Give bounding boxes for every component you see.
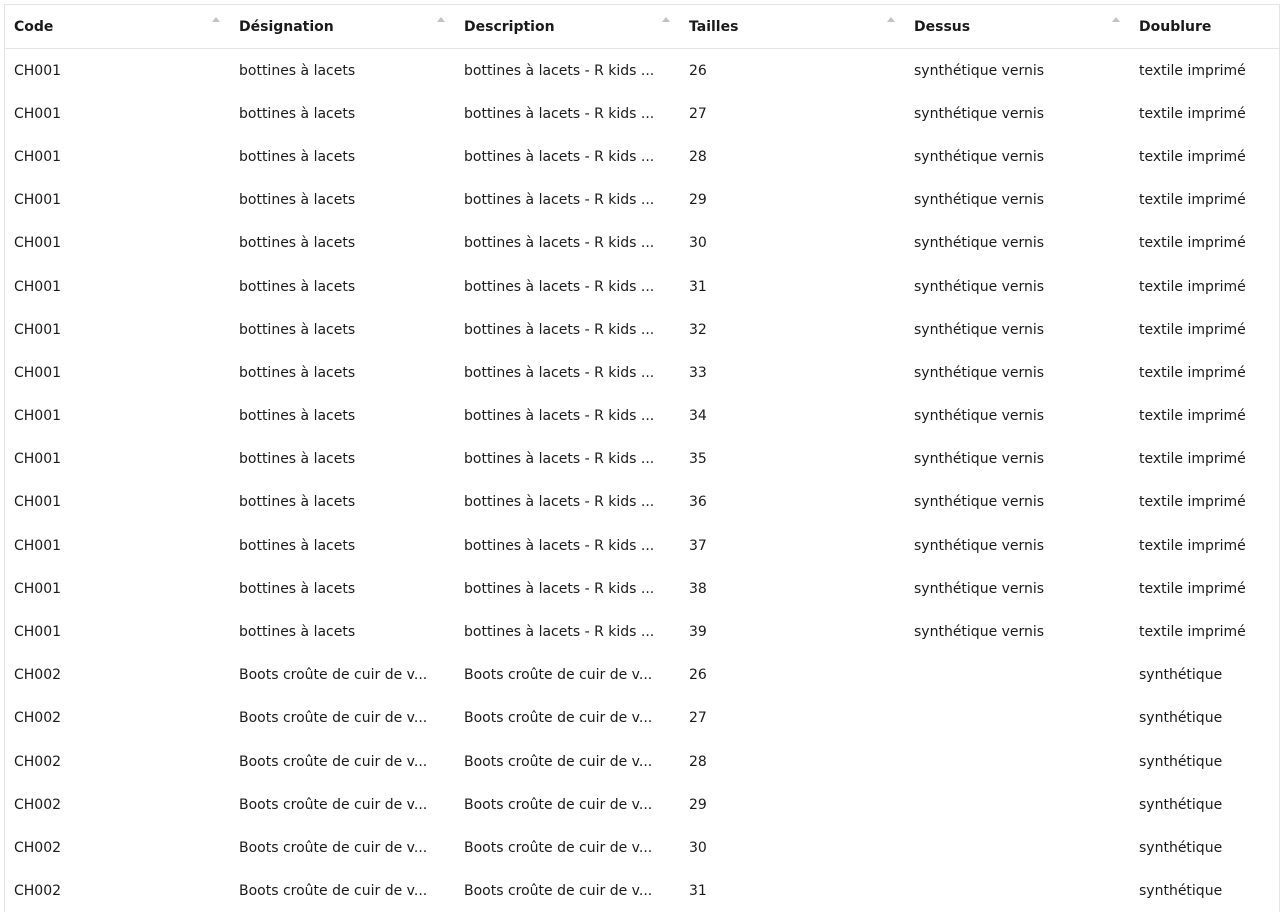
cell-tailles[interactable]: 38: [689, 580, 707, 597]
cell-designation[interactable]: Boots croûte de cuir de v...: [239, 796, 428, 813]
cell-code[interactable]: CH001: [14, 321, 62, 338]
cell-designation[interactable]: bottines à lacets: [239, 235, 356, 252]
sort-ascending-icon[interactable]: [212, 17, 220, 22]
table-row[interactable]: [5, 783, 1280, 826]
cell-tailles[interactable]: 27: [689, 105, 707, 122]
table-row[interactable]: [5, 265, 1280, 308]
cell-code[interactable]: CH001: [14, 494, 62, 511]
cell-tailles[interactable]: 39: [689, 624, 707, 641]
cell-dessus[interactable]: synthétique vernis: [914, 105, 1045, 122]
column-header-label: Doublure: [1139, 18, 1212, 35]
cell-code[interactable]: CH001: [14, 624, 62, 641]
cell-tailles[interactable]: 26: [689, 667, 707, 684]
cell-dessus[interactable]: synthétique vernis: [914, 537, 1045, 554]
sort-ascending-icon[interactable]: [662, 17, 670, 22]
cell-tailles[interactable]: 32: [689, 321, 707, 338]
cell-description[interactable]: bottines à lacets - R kids ...: [464, 62, 655, 79]
sort-ascending-icon[interactable]: [437, 17, 445, 22]
cell-description[interactable]: bottines à lacets - R kids ...: [464, 580, 655, 597]
table-row[interactable]: [5, 49, 1280, 93]
cell-code[interactable]: CH001: [14, 451, 62, 468]
cell-code[interactable]: CH002: [14, 753, 62, 770]
column-header-code[interactable]: [5, 5, 230, 49]
cell-dessus[interactable]: synthétique vernis: [914, 278, 1045, 295]
cell-doublure[interactable]: textile imprimé: [1139, 278, 1246, 295]
cell-doublure[interactable]: synthétique: [1139, 883, 1223, 900]
cell-dessus[interactable]: synthétique vernis: [914, 364, 1045, 381]
cell-dessus[interactable]: synthétique vernis: [914, 148, 1045, 165]
table-row[interactable]: [5, 697, 1280, 740]
cell-tailles[interactable]: 28: [689, 148, 707, 165]
cell-doublure[interactable]: textile imprimé: [1139, 364, 1246, 381]
cell-description[interactable]: bottines à lacets - R kids ...: [464, 105, 655, 122]
cell-tailles[interactable]: 31: [689, 278, 707, 295]
table-row[interactable]: [5, 438, 1280, 481]
cell-tailles[interactable]: 36: [689, 494, 707, 511]
cell-tailles[interactable]: 34: [689, 408, 707, 425]
cell-code[interactable]: CH001: [14, 580, 62, 597]
cell-doublure[interactable]: synthétique: [1139, 796, 1223, 813]
table-row[interactable]: [5, 740, 1280, 783]
cell-designation[interactable]: Boots croûte de cuir de v...: [239, 667, 428, 684]
cell-doublure[interactable]: textile imprimé: [1139, 451, 1246, 468]
cell-tailles[interactable]: 30: [689, 235, 707, 252]
sort-ascending-icon[interactable]: [887, 17, 895, 22]
cell-dessus[interactable]: [905, 697, 1130, 740]
cell-code[interactable]: CH001: [14, 408, 62, 425]
cell-doublure[interactable]: textile imprimé: [1139, 624, 1246, 641]
column-header-label: Description: [464, 18, 555, 35]
cell-designation[interactable]: bottines à lacets: [239, 408, 356, 425]
sort-ascending-icon[interactable]: [1112, 17, 1120, 22]
cell-doublure[interactable]: textile imprimé: [1139, 408, 1246, 425]
table-row[interactable]: [5, 135, 1280, 178]
column-header-description[interactable]: [455, 5, 680, 49]
table-row[interactable]: [5, 481, 1280, 524]
column-header-tailles[interactable]: [680, 5, 905, 49]
table-row[interactable]: [5, 395, 1280, 438]
cell-designation[interactable]: bottines à lacets: [239, 105, 356, 122]
table-row[interactable]: [5, 826, 1280, 869]
cell-code[interactable]: CH001: [14, 62, 62, 79]
cell-code[interactable]: CH001: [14, 148, 62, 165]
table-row[interactable]: [5, 654, 1280, 697]
cell-dessus[interactable]: synthétique vernis: [914, 192, 1045, 209]
cell-designation[interactable]: bottines à lacets: [239, 62, 356, 79]
column-header-doublure[interactable]: [1130, 5, 1280, 49]
cell-designation[interactable]: Boots croûte de cuir de v...: [239, 883, 428, 900]
cell-doublure[interactable]: textile imprimé: [1139, 537, 1246, 554]
cell-doublure[interactable]: synthétique: [1139, 839, 1223, 856]
cell-dessus[interactable]: synthétique vernis: [914, 62, 1045, 79]
cell-dessus[interactable]: [905, 870, 1130, 912]
table-row[interactable]: [5, 524, 1280, 567]
table-body: [5, 49, 1280, 912]
cell-tailles[interactable]: 35: [689, 451, 707, 468]
cell-doublure[interactable]: synthétique: [1139, 710, 1223, 727]
table-row[interactable]: [5, 610, 1280, 653]
cell-description[interactable]: Boots croûte de cuir de v...: [464, 667, 653, 684]
cell-doublure[interactable]: textile imprimé: [1139, 321, 1246, 338]
cell-code[interactable]: CH001: [14, 235, 62, 252]
cell-dessus[interactable]: [905, 654, 1130, 697]
cell-description[interactable]: bottines à lacets - R kids ...: [464, 364, 655, 381]
cell-designation[interactable]: Boots croûte de cuir de v...: [239, 839, 428, 856]
table-row[interactable]: [5, 308, 1280, 351]
cell-tailles[interactable]: 29: [689, 192, 707, 209]
cell-designation[interactable]: bottines à lacets: [239, 494, 356, 511]
cell-designation[interactable]: bottines à lacets: [239, 321, 356, 338]
cell-dessus[interactable]: synthétique vernis: [914, 494, 1045, 511]
cell-description[interactable]: bottines à lacets - R kids ...: [464, 451, 655, 468]
column-header-label: Tailles: [689, 18, 739, 35]
cell-code[interactable]: CH002: [14, 710, 62, 727]
data-grid: [4, 4, 1280, 912]
cell-designation[interactable]: Boots croûte de cuir de v...: [239, 710, 428, 727]
table-row[interactable]: [5, 567, 1280, 610]
cell-description[interactable]: Boots croûte de cuir de v...: [464, 883, 653, 900]
cell-code[interactable]: CH002: [14, 883, 62, 900]
cell-description[interactable]: Boots croûte de cuir de v...: [464, 839, 653, 856]
table-row[interactable]: [5, 92, 1280, 135]
cell-tailles[interactable]: 37: [689, 537, 707, 554]
cell-description[interactable]: bottines à lacets - R kids ...: [464, 148, 655, 165]
cell-designation[interactable]: bottines à lacets: [239, 192, 356, 209]
cell-doublure[interactable]: textile imprimé: [1139, 494, 1246, 511]
column-header-label: Désignation: [239, 18, 334, 35]
cell-doublure[interactable]: textile imprimé: [1139, 235, 1246, 252]
cell-code[interactable]: CH001: [14, 537, 62, 554]
cell-description[interactable]: Boots croûte de cuir de v...: [464, 796, 653, 813]
cell-doublure[interactable]: textile imprimé: [1139, 580, 1246, 597]
cell-code[interactable]: CH001: [14, 105, 62, 122]
cell-designation[interactable]: bottines à lacets: [239, 278, 356, 295]
cell-description[interactable]: bottines à lacets - R kids ...: [464, 192, 655, 209]
cell-description[interactable]: Boots croûte de cuir de v...: [464, 753, 653, 770]
cell-tailles[interactable]: 27: [689, 710, 707, 727]
cell-tailles[interactable]: 30: [689, 839, 707, 856]
cell-designation[interactable]: bottines à lacets: [239, 624, 356, 641]
cell-description[interactable]: Boots croûte de cuir de v...: [464, 710, 653, 727]
cell-description[interactable]: bottines à lacets - R kids ...: [464, 408, 655, 425]
cell-doublure[interactable]: textile imprimé: [1139, 62, 1246, 79]
cell-dessus[interactable]: [905, 826, 1130, 869]
cell-tailles[interactable]: 31: [689, 883, 707, 900]
cell-tailles[interactable]: 33: [689, 364, 707, 381]
cell-dessus[interactable]: [905, 740, 1130, 783]
cell-designation[interactable]: bottines à lacets: [239, 451, 356, 468]
cell-description[interactable]: bottines à lacets - R kids ...: [464, 624, 655, 641]
cell-dessus[interactable]: synthétique vernis: [914, 321, 1045, 338]
cell-code[interactable]: CH002: [14, 667, 62, 684]
cell-dessus[interactable]: [905, 783, 1130, 826]
cell-description[interactable]: bottines à lacets - R kids ...: [464, 494, 655, 511]
header-row: [5, 5, 1280, 49]
cell-code[interactable]: CH002: [14, 839, 62, 856]
cell-code[interactable]: CH001: [14, 192, 62, 209]
cell-dessus[interactable]: synthétique vernis: [914, 408, 1045, 425]
cell-dessus[interactable]: synthétique vernis: [914, 235, 1045, 252]
cell-description[interactable]: bottines à lacets - R kids ...: [464, 278, 655, 295]
cell-doublure[interactable]: synthétique: [1139, 667, 1223, 684]
products-table: [5, 5, 1280, 912]
column-header-designation[interactable]: [230, 5, 455, 49]
table-row[interactable]: [5, 179, 1280, 222]
cell-designation[interactable]: bottines à lacets: [239, 537, 356, 554]
cell-doublure[interactable]: synthétique: [1139, 753, 1223, 770]
cell-tailles[interactable]: 26: [689, 62, 707, 79]
column-header-label: Dessus: [914, 18, 971, 35]
cell-designation[interactable]: bottines à lacets: [239, 364, 356, 381]
cell-designation[interactable]: Boots croûte de cuir de v...: [239, 753, 428, 770]
table-row[interactable]: [5, 870, 1280, 912]
cell-doublure[interactable]: textile imprimé: [1139, 192, 1246, 209]
cell-doublure[interactable]: textile imprimé: [1139, 148, 1246, 165]
cell-description[interactable]: bottines à lacets - R kids ...: [464, 537, 655, 554]
cell-designation[interactable]: bottines à lacets: [239, 580, 356, 597]
cell-code[interactable]: CH002: [14, 796, 62, 813]
cell-dessus[interactable]: synthétique vernis: [914, 624, 1045, 641]
cell-designation[interactable]: bottines à lacets: [239, 148, 356, 165]
cell-tailles[interactable]: 29: [689, 796, 707, 813]
column-header-label: Code: [14, 18, 54, 35]
cell-doublure[interactable]: textile imprimé: [1139, 105, 1246, 122]
column-header-dessus[interactable]: [905, 5, 1130, 49]
cell-code[interactable]: CH001: [14, 364, 62, 381]
cell-dessus[interactable]: synthétique vernis: [914, 451, 1045, 468]
cell-tailles[interactable]: 28: [689, 753, 707, 770]
cell-dessus[interactable]: synthétique vernis: [914, 580, 1045, 597]
table-row[interactable]: [5, 351, 1280, 394]
cell-code[interactable]: CH001: [14, 278, 62, 295]
cell-description[interactable]: bottines à lacets - R kids ...: [464, 235, 655, 252]
cell-description[interactable]: bottines à lacets - R kids ...: [464, 321, 655, 338]
table-row[interactable]: [5, 222, 1280, 265]
